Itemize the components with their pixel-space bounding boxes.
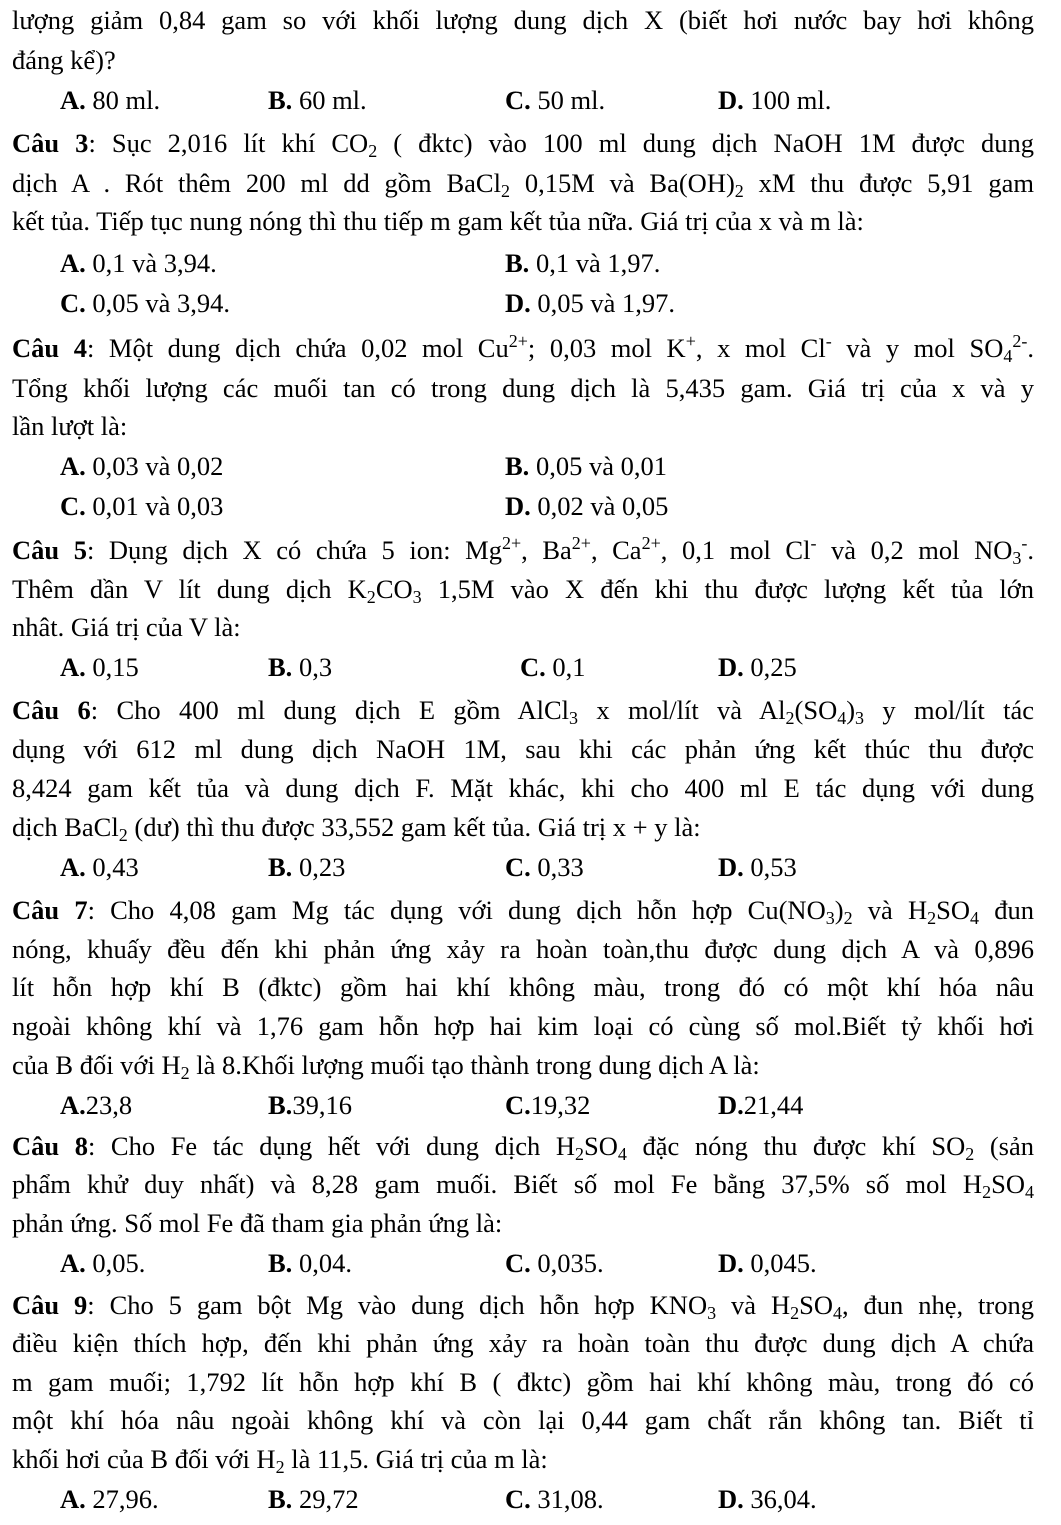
option-b: B. 0,3 <box>268 652 333 682</box>
option-c: C. 0,035. <box>505 1248 604 1278</box>
question-6-line-3: 8,424 gam kết tủa và dung dịch F. Mặt khác, khi cho 400 ml E tác dụng với dung <box>12 773 1034 803</box>
option-d: D. 0,53 <box>718 852 797 882</box>
option-a: A. 0,43 <box>60 852 139 882</box>
option-a: A. 0,05. <box>60 1248 146 1278</box>
option-c: C. 0,33 <box>505 852 584 882</box>
option-d: D. 36,04. <box>718 1484 817 1514</box>
question-3-line-3: kết tủa. Tiếp tục nung nóng thì thu tiếp m gam kết tủa nữa. Giá trị của x và m là: <box>12 206 864 236</box>
option-a: A. 80 ml. <box>60 85 161 115</box>
question-7-line-5: của B đối với $H_2$ là 8.Khối lượng muối tạo thành trong dung dịch A là: <box>12 1050 760 1084</box>
option-b: B. 29,72 <box>268 1484 359 1514</box>
question-3-line-2: dịch A . Rót thêm 200 ml dd gồm BaCl$_2$ 0,15M và $Ba(OH)_2$ xM thu được 5,91 gam <box>12 168 1034 202</box>
option-d: D.21,44 <box>718 1090 804 1120</box>
option-a: A. 27,96. <box>60 1484 159 1514</box>
question-8-line-3: phản ứng. Số mol Fe đã tham gia phản ứng là: <box>12 1208 503 1238</box>
question-6-line-1: Câu 6: Cho 400 ml dung dịch E gồm AlCl$_3$ x mol/lít và $Al_2(SO_4)_3$ y mol/lít tác <box>12 695 1034 729</box>
option-a: A. 0,1 và 3,94. <box>60 248 217 278</box>
question-8-line-2: phẩm khử duy nhất) và 8,28 gam muối. Biết số mol Fe bằng 37,5% số mol $H_2SO_4$ <box>12 1169 1034 1203</box>
question-9-line-5: khối hơi của B đối với $H_2$ là 11,5. Giá trị của m là: <box>12 1444 548 1478</box>
question-9-line-2: điều kiện thích hợp, đến khi phản ứng xảy ra hoàn toàn thu được dung dịch A chứa <box>12 1328 1034 1358</box>
option-b: B. 0,04. <box>268 1248 352 1278</box>
question-9-line-4: một khí hóa nâu ngoài không khí và còn lại 0,44 gam chất rắn không tan. Biết tỉ <box>12 1405 1034 1435</box>
option-a: A. 0,03 và 0,02 <box>60 451 224 481</box>
option-d: D. 0,25 <box>718 652 797 682</box>
option-c: C. 31,08. <box>505 1484 604 1514</box>
question-6-line-4: dịch BaCl$_2$ (dư) thì thu được 33,552 gam kết tủa. Giá trị x + y là: <box>12 812 701 846</box>
option-b: B. 0,23 <box>268 852 346 882</box>
question-4-line-2: Tổng khối lượng các muối tan có trong dung dịch là 5,435 gam. Giá trị của x và y <box>12 373 1034 403</box>
question-4-line-3: lần lượt là: <box>12 411 128 441</box>
question-5-line-3: nhât. Giá trị của V là: <box>12 612 241 642</box>
option-d: D. 100 ml. <box>718 85 832 115</box>
option-d: D. 0,05 và 1,97. <box>505 288 676 318</box>
question-9-line-3: m gam muối; 1,792 lít hỗn hợp khí B ( đktc) gồm hai khí không màu, trong đó có <box>12 1367 1034 1397</box>
option-b: B.39,16 <box>268 1090 352 1120</box>
option-c: C. 50 ml. <box>505 85 606 115</box>
option-d: D. 0,045. <box>718 1248 817 1278</box>
question-7-line-3: lít hỗn hợp khí B (đktc) gồm hai khí không màu, trong đó có một khí hóa nâu <box>12 972 1034 1002</box>
question-7-line-4: ngoài không khí và 1,76 gam hỗn hợp hai kim loại có cùng số mol.Biết tỷ khối hơi <box>12 1011 1034 1041</box>
question-7-line-2: nóng, khuấy đều đến khi phản ứng xảy ra hoàn toàn,thu được dung dịch A và 0,896 <box>12 934 1034 964</box>
question-5-line-2: Thêm dần V lít dung dịch $K_2CO_3$ 1,5M vào X đến khi thu được lượng kết tủa lớn <box>12 574 1034 608</box>
option-c: C. 0,05 và 3,94. <box>60 288 231 318</box>
option-c: C. 0,01 và 0,03 <box>60 491 224 521</box>
intro-line-2: đáng kể)? <box>12 45 116 75</box>
option-b: B. 60 ml. <box>268 85 367 115</box>
question-6-line-2: dụng với 612 ml dung dịch NaOH 1M, sau khi các phản ứng kết thúc thu được <box>12 734 1034 764</box>
question-7-line-1: Câu 7: Cho 4,08 gam Mg tác dụng với dung dịch hỗn hợp $Cu(NO_3)_2$ và $H_2SO_4$ đun <box>12 895 1034 929</box>
option-b: B. 0,05 và 0,01 <box>505 451 667 481</box>
question-3-line-1: Câu 3: Sục 2,016 lít khí $CO_2$ ( đktc) vào 100 ml dung dịch NaOH 1M được dung <box>12 128 1034 162</box>
question-8-line-1: Câu 8: Cho Fe tác dụng hết với dung dịch $H_2SO_4$ đặc nóng thu được khí $SO_2$ (sản <box>12 1131 1034 1165</box>
option-a: A. 0,15 <box>60 652 139 682</box>
option-c: C.19,32 <box>505 1090 591 1120</box>
question-9-line-1: Câu 9: Cho 5 gam bột Mg vào dung dịch hỗn hợp $KNO_3$ và $H_2SO_4$, đun nhẹ, trong <box>12 1290 1034 1324</box>
question-4-line-1: Câu 4: Một dung dịch chứa 0,02 mol $Cu^{2+}$; 0,03 mol K+, x mol Cl- và y mol $SO_4^{2-}$. <box>12 331 1034 367</box>
question-5-line-1: Câu 5: Dụng dịch X có chứa 5 ion: $Mg^{2+}$, $Ba^{2+}$, $Ca^{2+}$, 0,1 mol Cl- và 0,2 mol $NO_3^-$. <box>12 533 1035 569</box>
option-d: D. 0,02 và 0,05 <box>505 491 669 521</box>
option-b: B. 0,1 và 1,97. <box>505 248 661 278</box>
option-a: A.23,8 <box>60 1090 133 1120</box>
intro-line-1: lượng giảm 0,84 gam so với khối lượng dung dịch X (biết hơi nước bay hơi không <box>12 5 1034 35</box>
option-c: C. 0,1 <box>520 652 586 682</box>
